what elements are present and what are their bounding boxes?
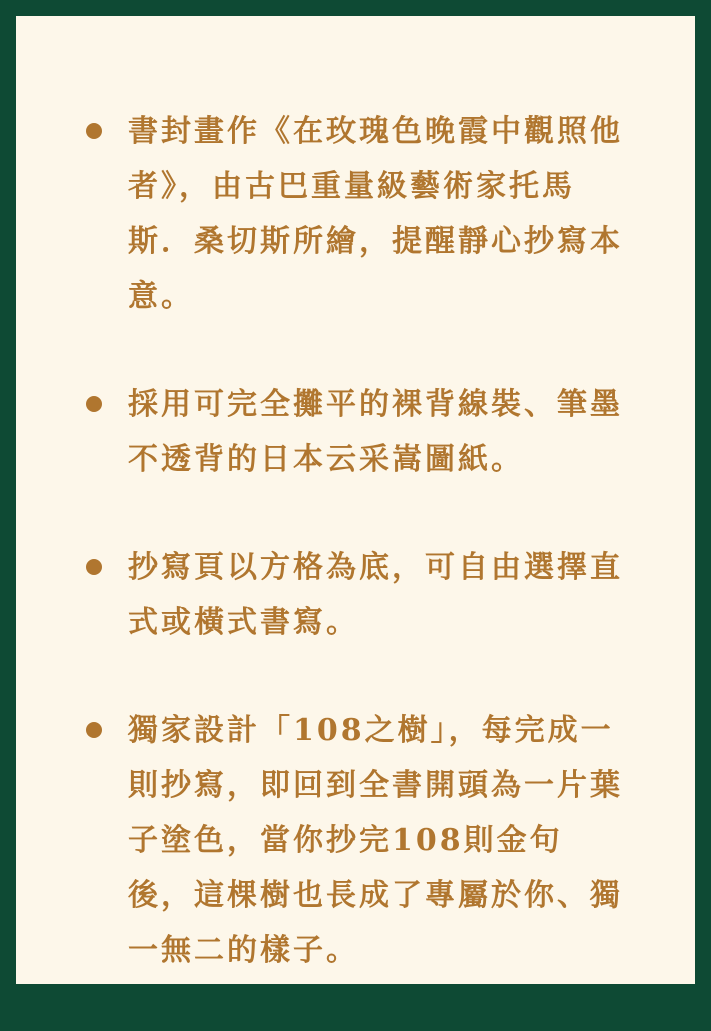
list-item	[16, 104, 695, 324]
list-item-text: 採用可完全攤平的裸背線裝、筆墨不透背的日本云采嵩圖紙。	[128, 387, 623, 477]
bullet-icon	[86, 722, 102, 738]
bullet-icon	[86, 559, 102, 575]
list-item-text: 獨家設計「108之樹」，每完成一則抄寫，即回到全書開頭為一片葉子塗色，當你抄完108則金句後，這棵樹也長成了專屬於你、獨一無二的樣子。	[128, 713, 623, 968]
list-item-text: 抄寫頁以方格為底，可自由選擇直式或橫式書寫。	[128, 550, 623, 640]
list-item-text: 書封畫作《在玫瑰色晚霞中觀照他者》，由古巴重量級藝術家托馬斯．桑切斯所繪，提醒靜心抄寫本意。	[128, 114, 623, 314]
list-item	[16, 540, 695, 650]
list-item	[16, 377, 695, 487]
page-frame	[16, 16, 695, 984]
bullet-icon	[86, 123, 102, 139]
list-item	[16, 703, 695, 978]
bullet-icon	[86, 396, 102, 412]
feature-list	[16, 104, 695, 1031]
